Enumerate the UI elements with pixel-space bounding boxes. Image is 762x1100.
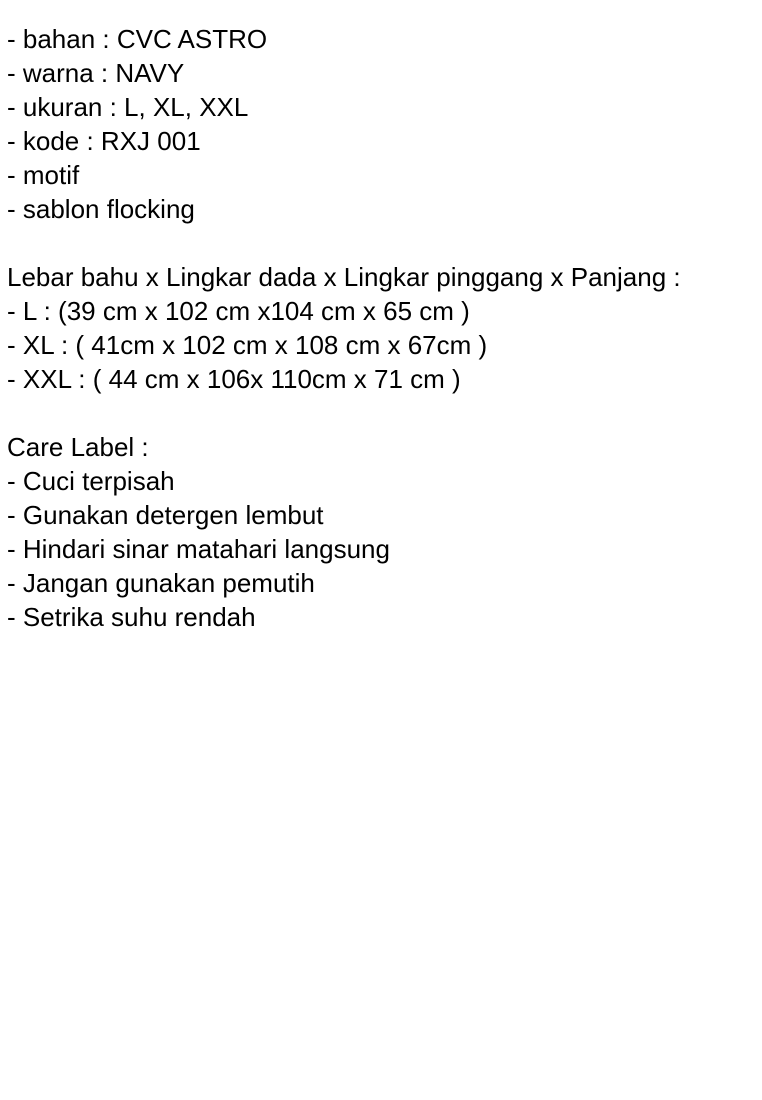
material-line: - bahan : CVC ASTRO: [7, 24, 268, 54]
product-description: [7, 22, 762, 634]
care-item: - Cuci terpisah: [7, 466, 175, 496]
product-details-section: [7, 22, 762, 226]
section-spacer: [7, 396, 762, 430]
care-item: - Jangan gunakan pemutih: [7, 568, 315, 598]
care-item: - Gunakan detergen lembut: [7, 500, 324, 530]
size-chart-section: [7, 260, 762, 396]
size-xl-line: - XL : ( 41cm x 102 cm x 108 cm x 67cm ): [7, 330, 488, 360]
care-item: - Setrika suhu rendah: [7, 602, 256, 632]
section-spacer: [7, 226, 762, 260]
size-xxl-line: - XXL : ( 44 cm x 106x 110cm x 71 cm ): [7, 364, 461, 394]
care-item: - Hindari sinar matahari langsung: [7, 534, 390, 564]
product-code-line: - kode : RXJ 001: [7, 126, 201, 156]
size-chart-heading: Lebar bahu x Lingkar dada x Lingkar pinggang x Panjang :: [7, 262, 681, 292]
print-type-line: - sablon flocking: [7, 194, 195, 224]
care-label-heading: Care Label :: [7, 432, 149, 462]
color-line: - warna : NAVY: [7, 58, 185, 88]
size-l-line: - L : (39 cm x 102 cm x104 cm x 65 cm ): [7, 296, 470, 326]
motif-line: - motif: [7, 160, 80, 190]
care-label-section: [7, 430, 762, 634]
size-options-line: - ukuran : L, XL, XXL: [7, 92, 249, 122]
